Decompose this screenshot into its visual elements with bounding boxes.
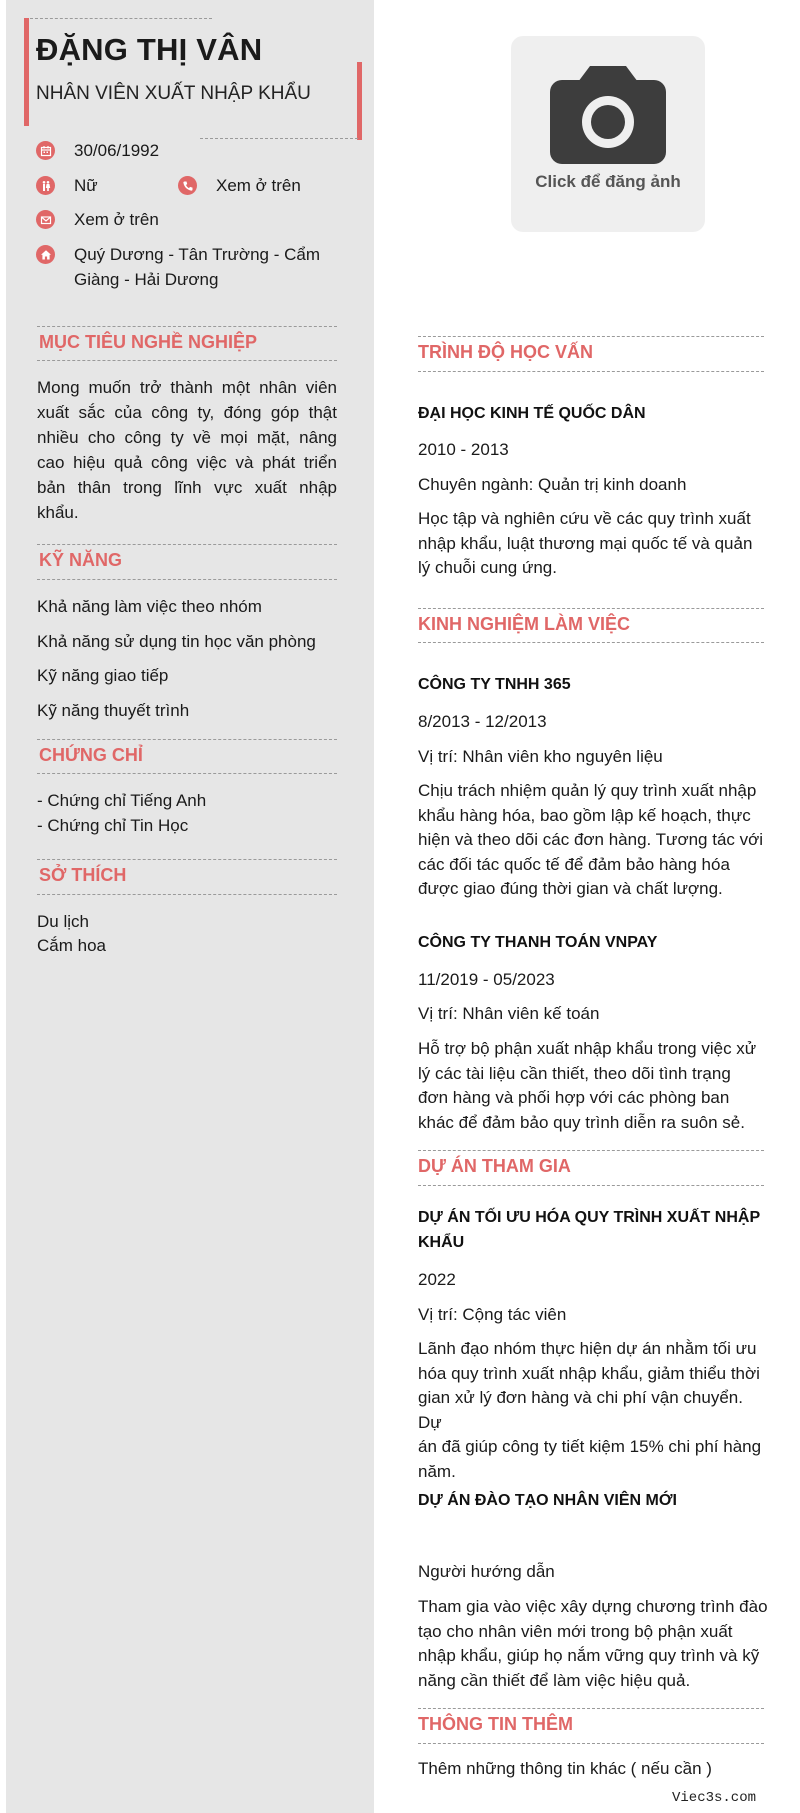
objective-line: bản thân trong lĩnh vực xuất nhập [37,478,337,497]
extra-text: Thêm những thông tin khác ( nếu cần ) [418,1759,712,1778]
job-description-line: khác để đảm bảo quy trình diễn ra suôn sẻ. [418,1112,745,1132]
certificates-divider-top [37,739,337,740]
project-name: DỰ ÁN ĐÀO TẠO NHÂN VIÊN MỚI [418,1492,677,1509]
objective-line: Mong muốn trở thành một nhân viên [37,378,337,397]
calendar-icon [36,141,55,160]
birthday-value: 30/06/1992 [74,141,160,160]
job-description-line: lý các tài liệu cần thiết, theo dõi tình trạng [418,1063,731,1083]
certificate-item: - Chứng chỉ Tiếng Anh [37,791,207,810]
job-position: Vị trí: Nhân viên kế toán [418,1004,600,1023]
project-description-line: Lãnh đạo nhóm thực hiện dự án nhằm tối ưu [418,1339,757,1358]
camera-icon [550,66,666,164]
objective-line: nhiều cho công ty về mọi mặt, nâng [37,428,337,447]
hobbies-title: SỞ THÍCH [39,865,127,885]
education-description-line: nhập khẩu, luật thương mại quốc tế và quản [418,533,753,553]
job-period: 11/2019 - 05/2023 [418,970,555,989]
education-divider-bottom [418,371,764,372]
certificate-item: - Chứng chỉ Tin Học [37,816,189,835]
certificates-title: CHỨNG CHỈ [39,745,143,765]
job-description-line: Hỗ trợ bộ phận xuất nhập khẩu trong việc xử [418,1039,757,1058]
education-title: TRÌNH ĐỘ HỌC VẤN [418,342,593,362]
project-position: Vị trí: Cộng tác viên [418,1305,567,1324]
education-major: Chuyên ngành: Quản trị kinh doanh [418,475,687,494]
education-description-line: lý chuỗi cung ứng. [418,558,557,577]
job-company: CÔNG TY THANH TOÁN VNPAY [418,934,658,951]
objective-line: khẩu. [37,503,79,522]
watermark: Viec3s.com [672,1790,757,1806]
job-description-line: khẩu hàng hóa, bao gồm lập kế hoạch, thực [418,805,751,825]
candidate-job-title: NHÂN VIÊN XUẤT NHẬP KHẨU [36,83,311,104]
candidate-name: ĐẶNG THỊ VÂN [36,32,263,67]
project-description [418,1595,770,1693]
skill-item: Khả năng sử dụng tin học văn phòng [37,632,316,651]
job-period: 8/2013 - 12/2013 [418,712,547,731]
certificates-divider-bottom [37,773,337,774]
experience-divider-top [418,608,764,609]
education-school: ĐẠI HỌC KINH TẾ QUỐC DÂN [418,405,646,422]
birthday-row [36,140,159,163]
job-description-line: các đối tác quốc tế để đảm bảo hàng hóa [418,854,730,874]
experience-title: KINH NGHIỆM LÀM VIỆC [418,614,631,634]
hobby-item: Du lịch [37,912,89,931]
address-value [74,242,320,292]
skill-item: Khả năng làm việc theo nhóm [37,597,262,616]
project-year: 2022 [418,1270,456,1289]
objective-title: MỤC TIÊU NGHỀ NGHIỆP [39,332,258,352]
email-value: Xem ở trên [74,210,159,229]
project-description-line: gian xử lý đơn hàng và chi phí vận chuyển. Dự [418,1388,743,1432]
objective-line: cao hiệu quả công việc và phát triển [37,453,337,472]
phone-row [178,175,301,198]
project-description-line: Tham gia vào việc xây dựng chương trình đào [418,1597,768,1616]
hobbies-divider-top [37,859,337,860]
header-bottom-divider [200,138,358,139]
job-description-line: Chịu trách nhiệm quản lý quy trình xuất nhập [418,781,757,800]
projects-divider-top [418,1150,764,1151]
header-top-divider [30,18,212,19]
experience-divider-bottom [418,642,764,643]
objective-divider-top [37,326,337,327]
skills-title: KỸ NĂNG [39,550,123,570]
objective-text [37,375,337,525]
project-name [418,1205,768,1255]
projects-divider-bottom [418,1185,764,1186]
project-description-line: tạo cho nhân viên mới trong bộ phận xuất [418,1621,733,1641]
photo-upload[interactable] [511,36,705,232]
address-line-2: Giàng - Hải Dương [74,270,219,289]
education-period: 2010 - 2013 [418,440,509,459]
header-accent-bar-left [24,18,29,126]
job-position: Vị trí: Nhân viên kho nguyên liệu [418,747,663,766]
job-description [418,1037,770,1135]
project-name-line: DỰ ÁN TỐI ƯU HÓA QUY TRÌNH XUẤT NHẬP [418,1209,761,1226]
gender-row [36,175,98,198]
education-divider-top [418,336,764,337]
skill-item: Kỹ năng thuyết trình [37,701,190,720]
projects-title: DỰ ÁN THAM GIA [418,1156,571,1176]
project-description-line: năm. [418,1461,456,1481]
job-description-line: được giao đúng thời gian và chất lượng. [418,879,723,898]
address-line-1: Quý Dương - Tân Trường - Cẩm [74,245,320,264]
project-description [418,1337,770,1484]
email-row [36,209,159,232]
photo-upload-label: Click để đăng ảnh [535,172,681,191]
mail-icon [36,210,55,229]
home-icon [36,245,55,264]
education-description-line: Học tập và nghiên cứu về các quy trình xuất [418,509,751,528]
job-description-line: hiện và theo dõi các đơn hàng. Tương tác với [418,830,764,849]
hobby-item: Cắm hoa [37,936,106,955]
project-description-line: án đã giúp công ty tiết kiệm 15% chi phí hàng [418,1437,762,1456]
project-position: Người hướng dẫn [418,1562,555,1581]
project-description-line: năng cần thiết để làm việc hiệu quả. [418,1670,691,1690]
project-description-line: hóa quy trình xuất nhập khẩu, giảm thiểu thời [418,1363,760,1383]
extra-divider-top [418,1708,764,1709]
project-description-line: nhập khẩu, giúp họ nắm vững quy trình và kỹ [418,1646,760,1665]
header-accent-bar-right [357,62,362,140]
job-description [418,779,770,902]
gender-icon [36,176,55,195]
phone-icon [178,176,197,195]
extra-title: THÔNG TIN THÊM [418,1714,573,1734]
education-description [418,507,770,581]
extra-divider-bottom [418,1743,764,1744]
phone-value: Xem ở trên [216,176,301,195]
project-name-line: KHẨU [418,1234,465,1251]
gender-value: Nữ [74,176,98,195]
skills-divider-bottom [37,579,337,580]
job-company: CÔNG TY TNHH 365 [418,676,571,693]
skills-divider-top [37,544,337,545]
job-description-line: đơn hàng và phối hợp với các phòng ban [418,1088,730,1107]
objective-divider-bottom [37,360,337,361]
hobbies-divider-bottom [37,894,337,895]
objective-line: xuất sắc của công ty, đóng góp thật [37,403,337,422]
skill-item: Kỹ năng giao tiếp [37,666,169,685]
address-row [36,244,320,292]
